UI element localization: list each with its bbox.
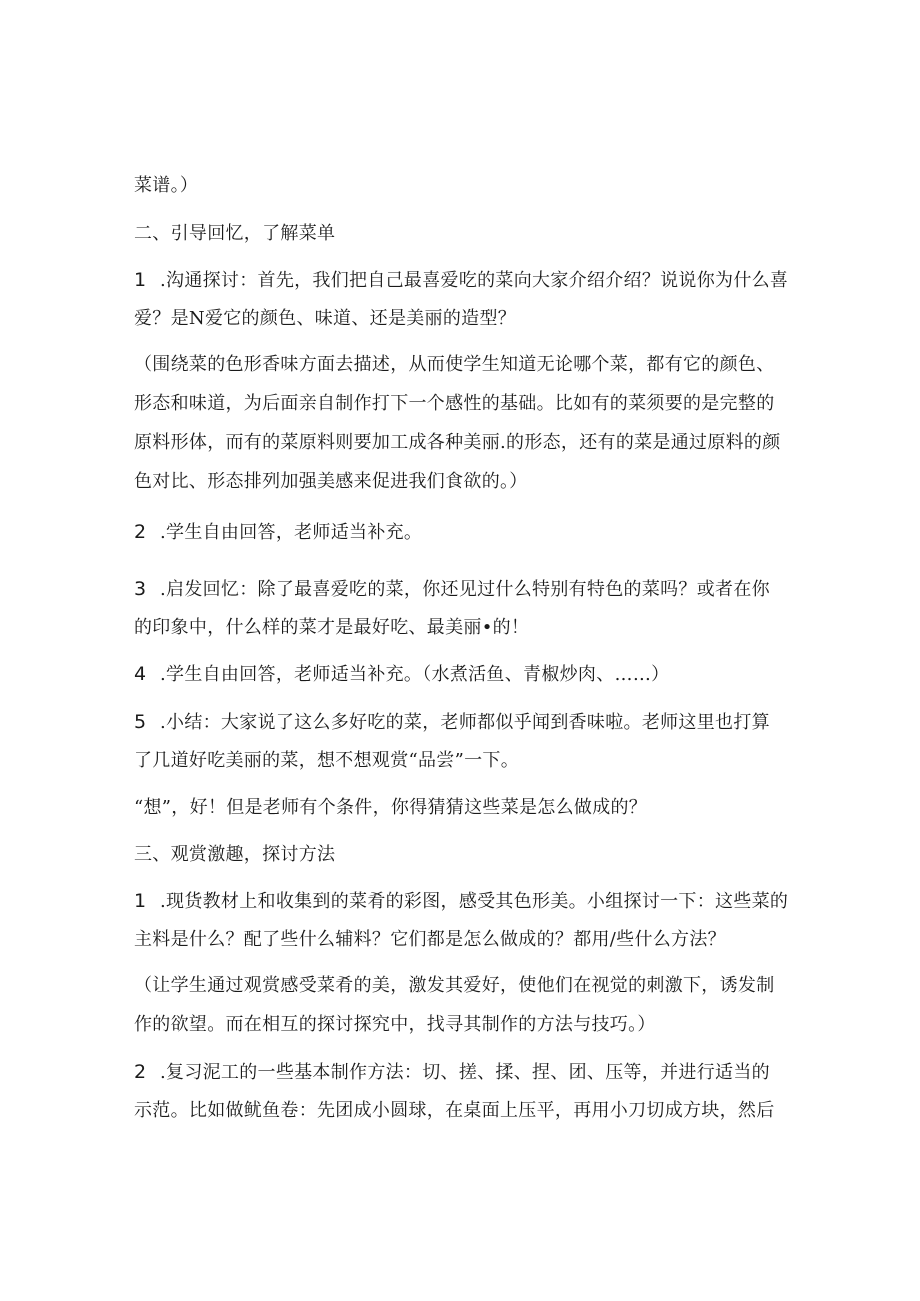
item-number: 2	[134, 1061, 147, 1083]
text-line: 1 .沟通探讨：首先，我们把自己最喜爱吃的菜向大家介绍介绍？说说你为什么喜	[134, 269, 789, 291]
item-number: 4	[134, 663, 147, 685]
section-heading: 二、引导回忆，了解菜单	[134, 223, 336, 244]
text-line: 2 .复习泥工的一些基本制作方法：切、搓、揉、捏、团、压等，并进行适当的	[134, 1061, 770, 1083]
text-line: （围绕菜的色形香味方面去描述，从而使学生知道无论哪个菜，都有它的颜色、	[134, 354, 775, 375]
text-line: 示范。比如做鱿鱼卷：先团成小圆球，在桌面上压平，再用小刀切成方块，然后	[134, 1100, 775, 1121]
item-number: 1	[134, 269, 147, 291]
item-number: 3	[134, 578, 147, 600]
text-line: 菜谱。）	[134, 175, 199, 196]
text-line: 3 .启发回忆：除了最喜爱吃的菜，你还见过什么特别有特色的菜吗？或者在你	[134, 578, 770, 600]
text-line: 色对比、形态排列加强美感来促进我们食欲的。）	[134, 471, 528, 492]
item-number: 5	[134, 711, 147, 733]
text-line: 主料是什么？配了些什么辅料？它们都是怎么做成的？都用/些什么方法？	[134, 929, 726, 950]
text-line: 1 .现货教材上和收集到的菜肴的彩图，感受其色形美。小组探讨一下：这些菜的	[134, 890, 789, 912]
text-line: “想”，好！但是老师有个条件，你得猜猜这些菜是怎么做成的？	[134, 797, 648, 818]
text-line: 4 .学生自由回答，老师适当补充。（水煮活鱼、青椒炒肉、……）	[134, 663, 670, 685]
text-line: 2 .学生自由回答，老师适当补充。	[134, 521, 423, 543]
text-line: 原料形体，而有的菜原料则要加工成各种美丽.的形态，还有的菜是通过原料的颜	[134, 432, 781, 453]
text-line: 形态和味道，为后面亲自制作打下一个感性的基础。比如有的菜须要的是完整的	[134, 393, 775, 414]
item-number: 2	[134, 521, 147, 543]
text-line: （让学生通过观赏感受菜肴的美，激发其爱好，使他们在视觉的刺激下，诱发制	[134, 975, 775, 996]
text-line: 作的欲望。而在相互的探讨探究中，找寻其制作的方法与技巧。）	[134, 1014, 656, 1035]
text-line: 爱？是N爱它的颜色、味道、还是美丽的造型？	[134, 308, 517, 329]
section-heading: 三、观赏激趣，探讨方法	[134, 844, 336, 865]
text-line: 的印象中，什么样的菜才是最好吃、最美丽•的！	[134, 617, 530, 638]
text-line: 了几道好吃美丽的菜，想不想观赏“品尝”一下。	[134, 750, 520, 771]
item-number: 1	[134, 890, 147, 912]
text-line: 5 .小结：大家说了这么多好吃的菜，老师都似乎闻到香味啦。老师这里也打算	[134, 711, 770, 733]
